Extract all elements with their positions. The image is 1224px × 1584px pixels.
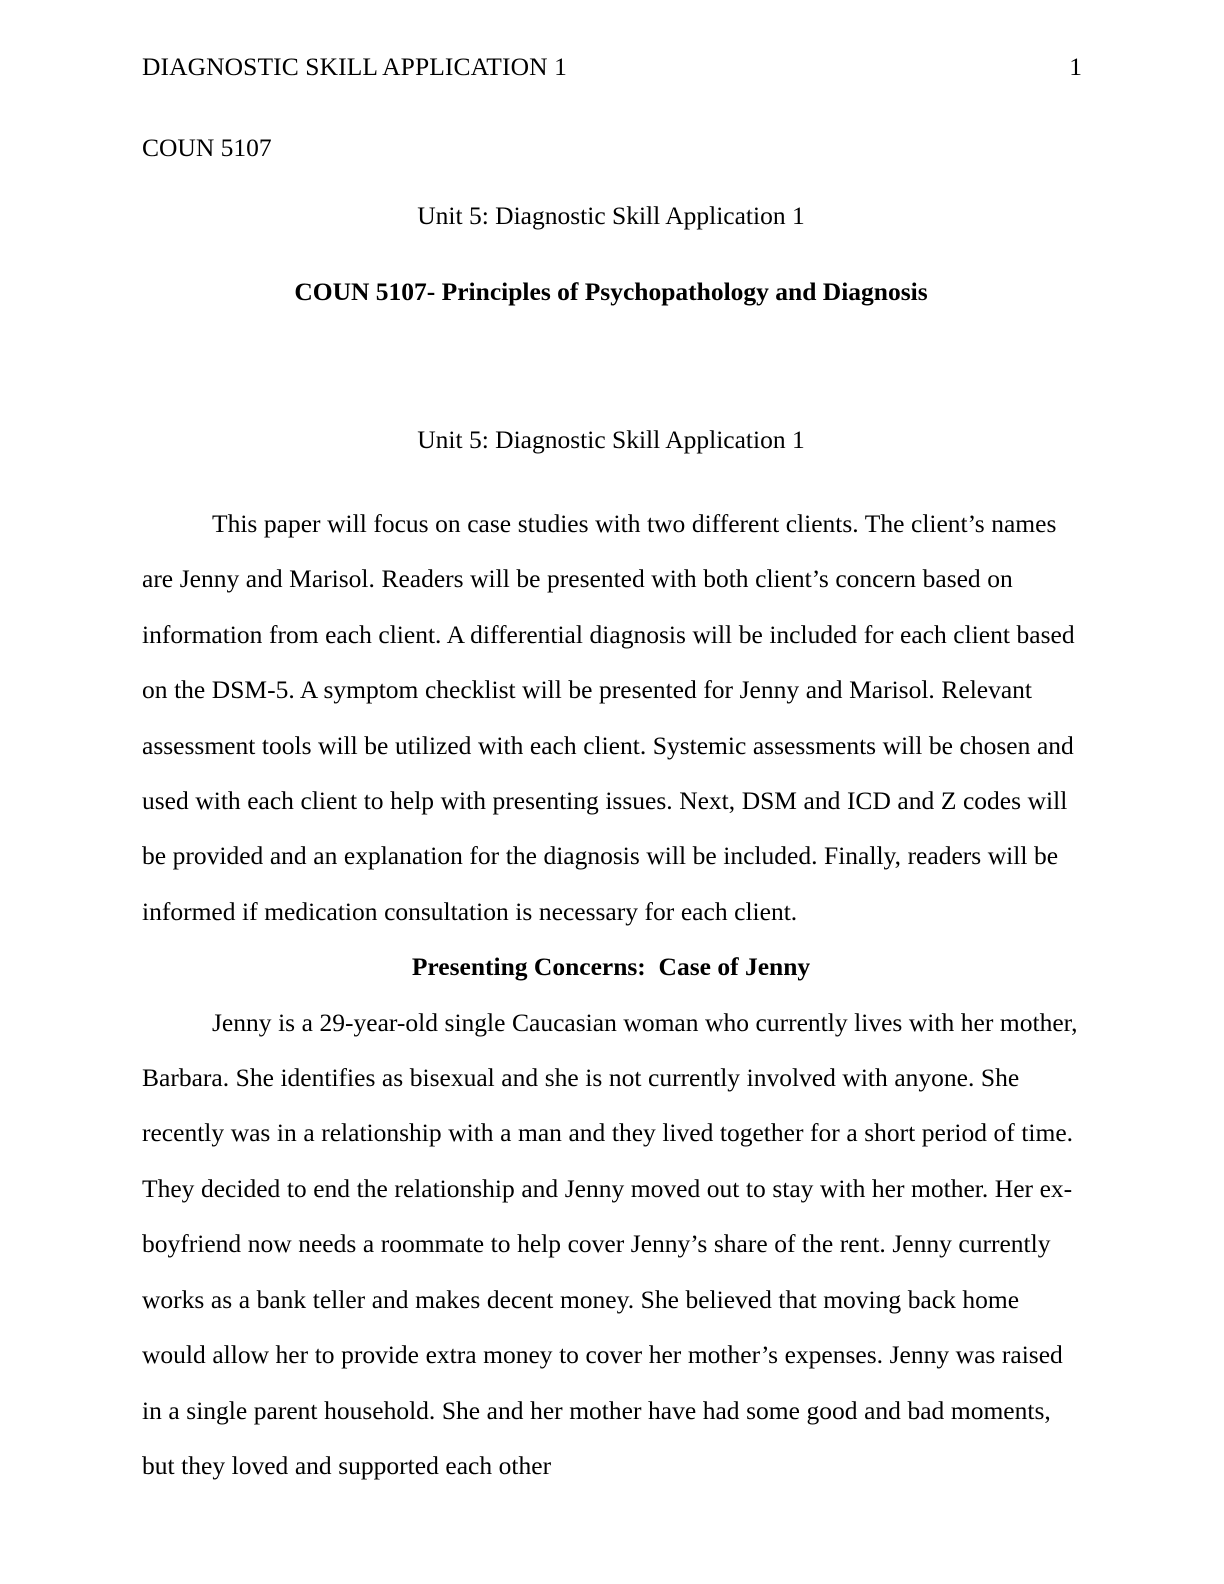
running-header <box>142 52 1082 84</box>
paper-title: Unit 5: Diagnostic Skill Application 1 <box>417 425 805 454</box>
page-number: 1 <box>1069 52 1082 81</box>
title-line-1: Unit 5: Diagnostic Skill Application 1 <box>417 201 805 230</box>
body-paragraph-2: Jenny is a 29-year-old single Caucasian woman who currently lives with her mother, Barbara. She identifies as bisexual and she is not currently involved with anyone. She recently was in a relationship with a man and they lived together for a short period of time. They decided to end the relationship and Jenny moved out to stay with her mother. Her ex-boyfriend now needs a roommate to help cover Jenny’s share of the rent. Jenny currently works as a bank teller and makes decent money. She believed that moving back home would allow her to provide extra money to cover her mother’s expenses. Jenny was raised in a single parent household. She and her mother have had some good and bad moments, but they loved and supported each other <box>142 1007 1078 1480</box>
spacer <box>142 164 1080 198</box>
spacer <box>142 234 1080 274</box>
document-content <box>142 132 1080 1493</box>
body-paragraph-1: This paper will focus on case studies with two different clients. The client’s names are Jenny and Marisol. Readers will be presented with both client’s concern based on information from each client. A differential diagnosis will be included for each client based on the DSM-5. A symptom checklist will be presented for Jenny and Marisol. Relevant assessment tools will be utilized with each client. Systemic assessments will be chosen and used with each client to help with presenting issues. Next, DSM and ICD and Z codes will be provided and an explanation for the diagnosis will be included. Finally, readers will be informed if medication consultation is necessary for each client. <box>142 509 1075 926</box>
spacer <box>142 458 1080 496</box>
course-code-line: COUN 5107 <box>142 133 272 162</box>
running-head-text: DIAGNOSTIC SKILL APPLICATION 1 <box>142 52 567 81</box>
title-line-2: COUN 5107- Principles of Psychopathology and Diagnosis <box>294 277 928 306</box>
spacer <box>142 310 1080 422</box>
section-heading-presenting-concerns: Presenting Concerns: Case of Jenny <box>411 952 811 982</box>
